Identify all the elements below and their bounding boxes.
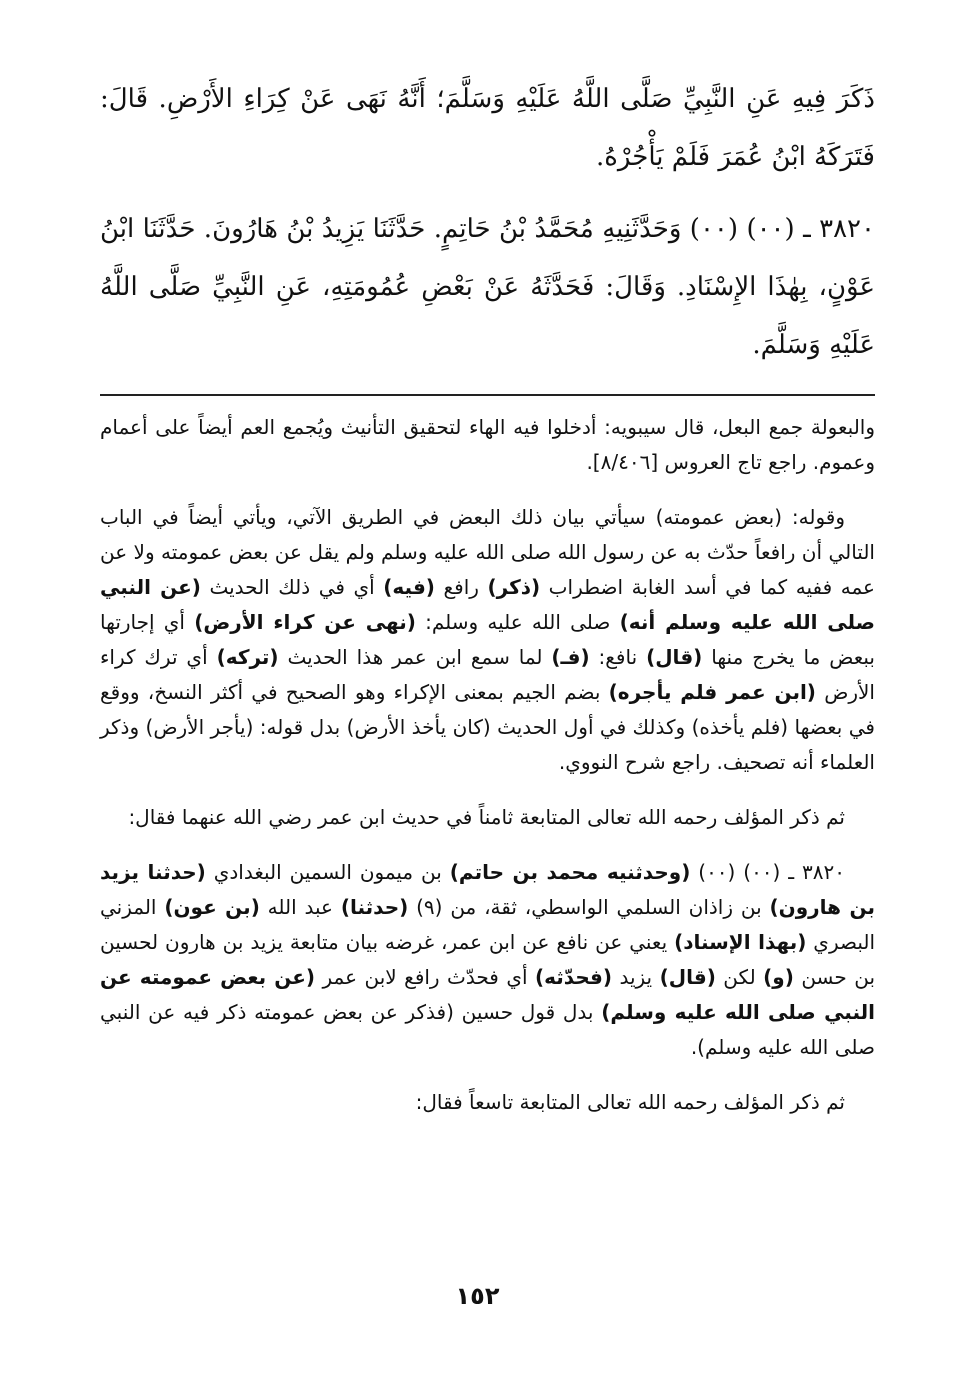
page-body [100,70,875,1140]
commentary-paragraph: والبعولة جمع البعل، قال سيبويه: أدخلوا فيه الهاء لتحقيق التأنيث ويُجمع العم أيضاً على أعمام وعموم. راجع تاج العروس [٨/٤٠٦]. [100,415,875,474]
footnote-divider [100,394,875,396]
commentary-paragraph: وقوله: (بعض عمومته) سيأتي بيان ذلك البعض في الطريق الآتي، ويأتي أيضاً في الباب التالي أن رافعاً حدّث به عن رسول الله صلى الله عليه وسلم ولم يقل عن بعض عمومته ولا عن عمه ففيه كما في أسد الغابة اضطراب (ذكر) رافع (فيه) أي في ذلك الحديث (عن النبي صلى الله عليه وسلم أنه) صلى الله عليه وسلم: (نهى عن كراء الأرض) أي إجارتها ببعض ما يخرج منها (قال) نافع: (فـ) لما سمع ابن عمر هذا الحديث (تركه) أي ترك كراء الأرض (ابن عمر فلم يأجره) بضم الجيم بمعنى الإكراء وهو الصحيح في أكثر النسخ، ووقع في بعضها (فلم يأخذه) وكذلك في أول الحديث (كان يأخذ الأرض) بدل قوله: (يأجر الأرض) وذكر العلماء أنه تصحيف. راجع شرح النووي. [100,505,875,774]
hadith-paragraph: ٣٨٢٠ ـ (٠٠) (٠٠) وَحَدَّثَنِيهِ مُحَمَّدُ بْنُ حَاتِمٍ. حَدَّثَنَا يَزِيدُ بْنُ هَارُونَ. حَدَّثَنَا ابْنُ عَوْنٍ، بِهٰذَا الإِسْنَادِ. وَقَالَ: فَحَدَّثَهُ عَنْ بَعْضِ عُمُومَتِهِ، عَنِ النَّبِيِّ صَلَّى اللَّهُ عَلَيْهِ وَسَلَّمَ. [100,214,875,360]
commentary-paragraph: ٣٨٢٠ ـ (٠٠) (٠٠) (وحدثنيه محمد بن حاتم) بن ميمون السمين البغدادي (حدثنا يزيد بن هارون) بن زاذان السلمي الواسطي، ثقة، من (٩) (حدثنا) عبد الله (بن عون) المزني البصري (بهذا الإسناد) يعني عن نافع عن ابن عمر، غرضه بيان متابعة يزيد بن هارون لحسين بن حسن (و) لكن (قال) يزيد (فحدّثه) أي فحدّث رافع لابن عمر (عن بعض عمومته عن النبي صلى الله عليه وسلم) بدل قول حسين (فذكر عن بعض عمومته ذكر فيه عن النبي صلى الله عليه وسلم). [100,860,876,1059]
commentary-paragraph: ثم ذكر المؤلف رحمه الله تعالى المتابعة تاسعاً فقال: [415,1090,845,1114]
page-number: ١٥٢ [455,1282,500,1310]
commentary-paragraph: ثم ذكر المؤلف رحمه الله تعالى المتابعة ثامناً في حديث ابن عمر رضي الله عنهما فقال: [128,805,845,829]
commentary [100,410,875,1120]
hadith-text [100,70,875,374]
hadith-paragraph: ذَكَرَ فِيهِ عَنِ النَّبِيِّ صَلَّى اللَّهُ عَلَيْهِ وَسَلَّمَ؛ أَنَّهُ نَهَى عَنْ كِرَاءِ الأَرْضِ. قَالَ: فَتَرَكَهُ ابْنُ عُمَرَ فَلَمْ يَأْجُرْهُ. [100,84,875,172]
